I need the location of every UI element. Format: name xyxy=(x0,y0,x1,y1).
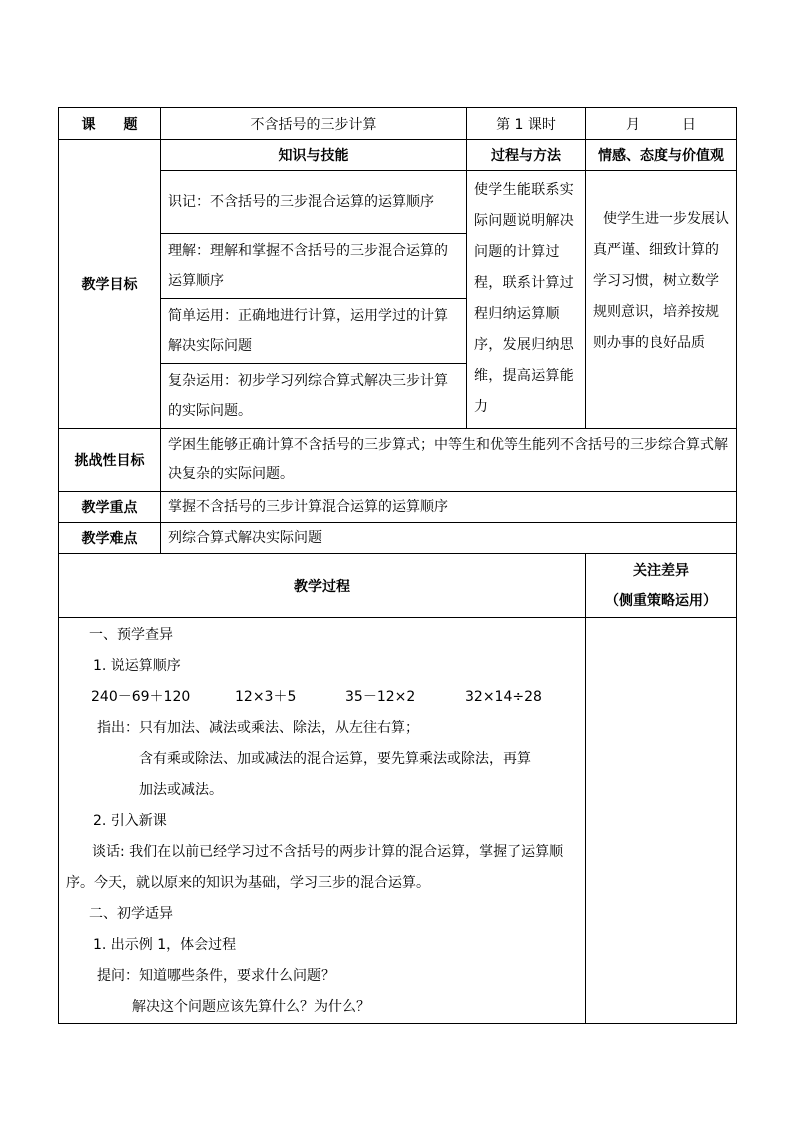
period-value: 第 1 课时 xyxy=(467,108,586,140)
focus-header xyxy=(586,554,737,618)
emotion-text: 使学生进一步发展认真严谨、细致计算的学习习惯，树立数学规则意识，培养按规则办事的良好品质 xyxy=(593,211,729,351)
knowledge-understand xyxy=(161,234,467,299)
difficulty-cell xyxy=(161,523,737,554)
key-point-cell xyxy=(161,492,737,523)
process-body xyxy=(59,618,586,1024)
rule-point: 加法或减法。 xyxy=(139,782,223,798)
challenge-cell xyxy=(161,429,737,492)
step-item: 1. 说运算顺序 xyxy=(93,658,181,674)
emotion-header: 情感、态度与价值观 xyxy=(586,140,737,171)
expression: 12×3＋5 xyxy=(235,689,297,705)
focus-header-line2: （侧重策略运用） xyxy=(605,592,717,609)
section-heading: 一、预学查异 xyxy=(89,627,173,643)
question-line: 提问：知道哪些条件，要求什么问题？ xyxy=(97,968,335,984)
difficulty-label: 教学难点 xyxy=(59,523,161,554)
topic-value: 不含括号的三步计算 xyxy=(161,108,467,140)
knowledge-understand-text: 理解：理解和掌握不含括号的三步混合运算的运算顺序 xyxy=(168,243,448,289)
focus-body xyxy=(586,618,737,1024)
talk-paragraph: 谈话: 我们在以前已经学习过不含括号的两步计算的混合运算，掌握了运算顺序。今天，就以原来的知识为基础，学习三步的混合运算。 xyxy=(66,844,564,891)
lesson-plan-table xyxy=(58,107,737,1024)
rule-point: 指出：只有加法、减法或乘法、除法，从左往右算； xyxy=(97,720,419,736)
emotion-cell xyxy=(586,171,737,429)
question-line: 解决这个问题应该先算什么？为什么？ xyxy=(132,999,370,1015)
key-point-label: 教学重点 xyxy=(59,492,161,523)
step-item: 2. 引入新课 xyxy=(93,813,167,829)
focus-header-line1: 关注差异 xyxy=(633,562,689,579)
knowledge-memorize xyxy=(161,171,467,234)
knowledge-complex-apply xyxy=(161,364,467,429)
knowledge-simple-apply xyxy=(161,299,467,364)
rule-point: 含有乘或除法、加或减法的混合运算，要先算乘法或除法，再算 xyxy=(139,751,531,767)
knowledge-memorize-text: 识记：不含括号的三步混合运算的运算顺序 xyxy=(168,194,434,210)
section-heading: 二、初学适异 xyxy=(89,906,173,922)
knowledge-complex-apply-text: 复杂运用：初步学习列综合算式解决三步计算的实际问题。 xyxy=(168,373,448,419)
objectives-label: 教学目标 xyxy=(59,140,161,429)
step-item: 1. 出示例 1，体会过程 xyxy=(93,937,237,953)
date-value: 月 日 xyxy=(586,108,737,140)
process-method-cell xyxy=(467,171,586,429)
expression-row xyxy=(59,682,585,713)
knowledge-simple-apply-text: 简单运用：正确地进行计算，运用学过的计算解决实际问题 xyxy=(168,308,448,354)
topic-label: 课 题 xyxy=(59,108,161,140)
expression: 240－69＋120 xyxy=(91,689,191,705)
expression: 35－12×2 xyxy=(345,689,416,705)
key-point-text: 掌握不含括号的三步计算混合运算的运算顺序 xyxy=(168,499,448,515)
process-method-header: 过程与方法 xyxy=(467,140,586,171)
difficulty-text: 列综合算式解决实际问题 xyxy=(168,530,322,546)
process-method-text: 使学生能联系实际问题说明解决问题的计算过程，联系计算过程归纳运算顺序，发展归纳思维，提高运算能力 xyxy=(474,182,575,415)
challenge-label: 挑战性目标 xyxy=(59,429,161,492)
expression: 32×14÷28 xyxy=(465,689,542,705)
teaching-process-header: 教学过程 xyxy=(59,554,586,618)
challenge-text: 学困生能够正确计算不含括号的三步算式；中等生和优等生能列不含括号的三步综合算式解决复杂的实际问题。 xyxy=(168,437,728,482)
knowledge-header: 知识与技能 xyxy=(161,140,467,171)
